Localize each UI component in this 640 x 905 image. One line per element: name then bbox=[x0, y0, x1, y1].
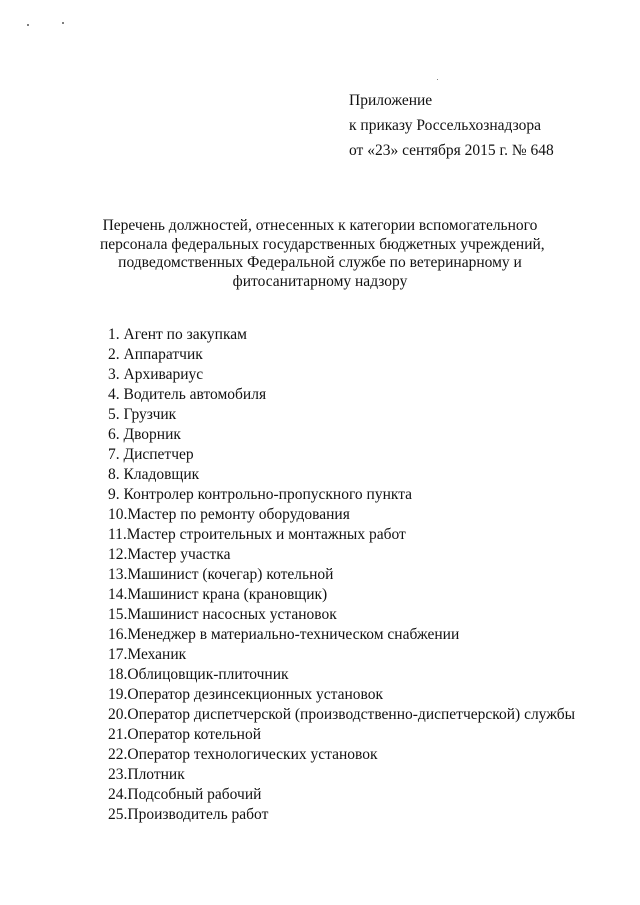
list-item: 22.Оператор технологических установок bbox=[108, 746, 378, 763]
list-item: 18.Облицовщик-плиточник bbox=[108, 666, 289, 683]
scan-speck bbox=[62, 22, 64, 24]
document-title bbox=[100, 217, 545, 291]
list-item: 14.Машинист крана (крановщик) bbox=[108, 586, 328, 603]
list-item: 20.Оператор диспетчерской (производственно-диспетчерской) службы bbox=[108, 706, 576, 723]
list-item: 10.Мастер по ремонту оборудования bbox=[108, 506, 350, 523]
title-line: подведомственных Федеральной службе по ветеринарному и bbox=[118, 254, 522, 271]
list-item: 6. Дворник bbox=[108, 426, 181, 443]
title-line: Перечень должностей, отнесенных к категории вспомогательного bbox=[102, 217, 538, 234]
title-line: фитосанитарному надзору bbox=[232, 272, 408, 290]
scan-speck bbox=[437, 79, 438, 80]
list-item: 21.Оператор котельной bbox=[108, 726, 262, 743]
list-item: 2. Аппаратчик bbox=[108, 346, 203, 363]
list-item: 5. Грузчик bbox=[108, 406, 177, 423]
list-item: 19.Оператор дезинсекционных установок bbox=[108, 686, 384, 703]
list-item: 23.Плотник bbox=[108, 766, 185, 783]
title-line: персонала федеральных государственных бюджетных учреждений, bbox=[100, 235, 545, 253]
list-item: 12.Мастер участка bbox=[108, 546, 231, 563]
list-item: 11.Мастер строительных и монтажных работ bbox=[108, 526, 406, 543]
list-item: 8. Кладовщик bbox=[108, 466, 200, 483]
positions-list bbox=[108, 325, 575, 825]
list-item: 4. Водитель автомобиля bbox=[108, 386, 267, 403]
scan-speck bbox=[27, 24, 29, 26]
list-item: 1. Агент по закупкам bbox=[108, 326, 247, 343]
list-item: 16.Менеджер в материально-техническом снабжении bbox=[108, 626, 460, 643]
list-item: 17.Механик bbox=[108, 646, 187, 663]
approval-line-appendix: Приложение bbox=[349, 92, 433, 109]
list-item: 25.Производитель работ bbox=[108, 806, 269, 823]
list-item: 7. Диспетчер bbox=[108, 446, 194, 463]
approval-line-date: от «23» сентября 2015 г. № 648 bbox=[349, 142, 554, 159]
list-item: 3. Архивариус bbox=[108, 366, 204, 383]
list-item: 24.Подсобный рабочий bbox=[108, 786, 262, 803]
list-item: 9. Контролер контрольно-пропускного пункта bbox=[108, 486, 413, 503]
approval-line-order: к приказу Россельхознадзора bbox=[349, 117, 542, 134]
list-item: 15.Машинист насосных установок bbox=[108, 606, 337, 623]
list-item: 13.Машинист (кочегар) котельной bbox=[108, 566, 334, 583]
approval-block bbox=[349, 88, 554, 163]
